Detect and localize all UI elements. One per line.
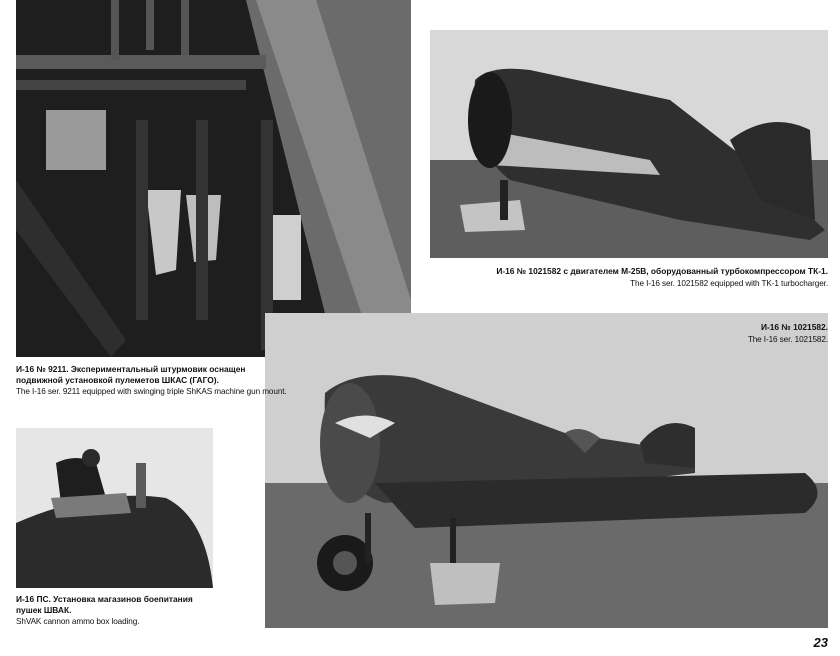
caption-ru: И-16 № 1021582 с двигателем М-25В, оборудованный турбокомпрессором ТК-1. — [496, 266, 828, 276]
caption-en: The I-16 ser. 9211 equipped with swinging triple ShKAS machine gun mount. — [16, 387, 287, 397]
caption-ru: И-16 ПС. Установка магазинов боепитания пушек ШВАК. — [16, 594, 193, 615]
caption-ru: И-16 № 9211. Экспериментальный штурмовик оснащен подвижной установкой пулеметов ШКАС (ГАГО). — [16, 364, 246, 385]
caption-en: The I-16 ser. 1021582. — [747, 334, 828, 344]
caption-shkas-gun-mount — [16, 364, 288, 398]
caption-i16-side — [628, 322, 828, 345]
photo-shvak-ammo-loading — [16, 428, 213, 588]
photo-shkas-gun-mount — [16, 0, 411, 357]
caption-en: ShVAK cannon ammo box loading. — [16, 617, 140, 627]
caption-shvak-ammo-loading — [16, 594, 216, 628]
page-number: 23 — [813, 635, 828, 650]
photo-i16-tk1 — [430, 30, 828, 258]
photo-i16-side — [265, 313, 828, 628]
caption-en: The I-16 ser. 1021582 equipped with TK-1 turbocharger. — [630, 278, 828, 288]
caption-i16-tk1 — [430, 266, 828, 289]
caption-ru: И-16 № 1021582. — [760, 322, 828, 332]
